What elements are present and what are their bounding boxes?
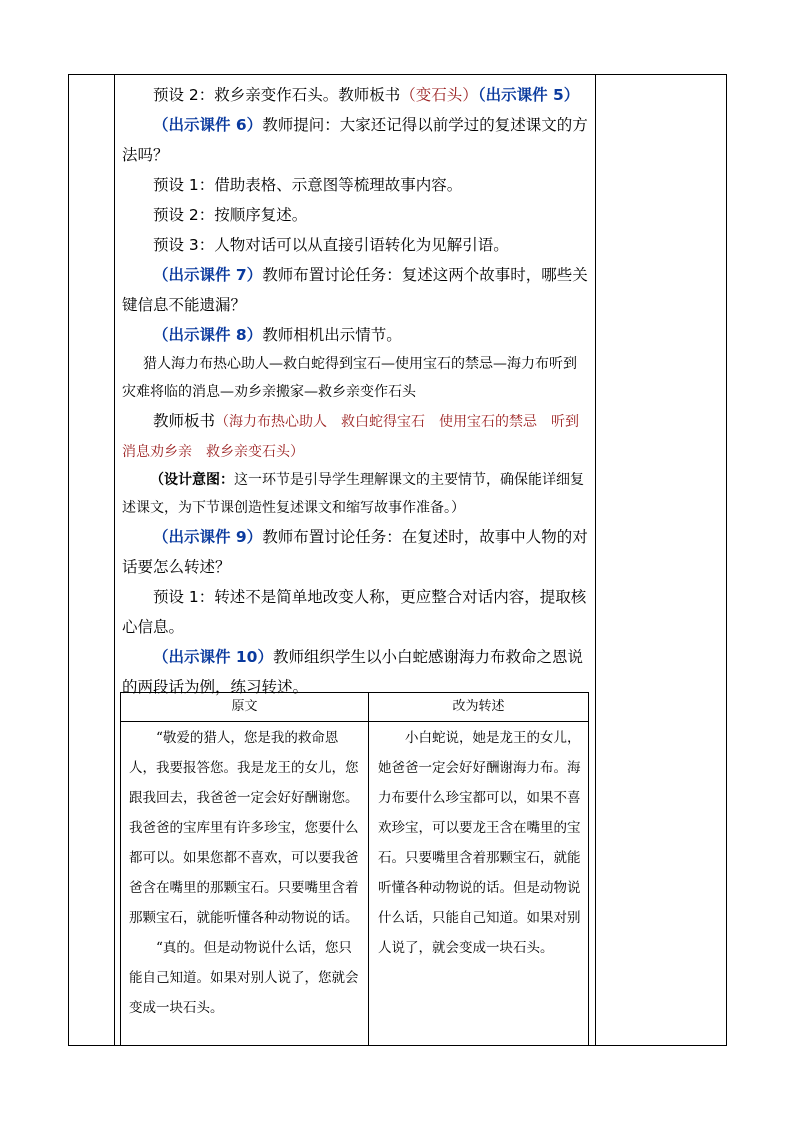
preset-2-line: 预设 2：按顺序复述。 [153, 206, 308, 224]
design-intent-paragraph [122, 466, 590, 522]
dialogue-task-paragraph [122, 522, 590, 582]
design-intent-label: （设计意图： [150, 472, 234, 488]
board-writing-paragraph [122, 406, 590, 466]
board-note: （变石头） [400, 86, 478, 104]
retell-cell [378, 723, 581, 963]
text: 教师布置讨论任务：在复述时，故事中人物的对话要怎么转述？ [122, 528, 588, 576]
text: 教师板书 [153, 412, 216, 430]
text: 教师布置讨论任务：复述这两个故事时，哪些关键信息不能遗漏？ [122, 266, 588, 314]
plot-show-paragraph [122, 320, 590, 350]
board-note: （海力布热心助人 救白蛇得宝石 使用宝石的禁忌 听到消息劝乡亲 救乡亲变石头） [122, 414, 580, 460]
text: 预设 2：救乡亲变作石头。教师板书 [153, 86, 401, 104]
preset-1-convert: 预设 1：转述不是简单地改变人称，更应整合对话内容，提取核心信息。 [122, 588, 587, 636]
courseware-label: （出示课件 5） [477, 86, 580, 104]
courseware-label: （出示课件 10） [153, 648, 273, 666]
discussion-task-paragraph [122, 260, 590, 320]
preset-2-paragraph [122, 80, 590, 110]
lesson-content [122, 80, 590, 702]
header-retell: 改为转述 [452, 699, 505, 714]
preset-3-line: 预设 3：人物对话可以从直接引语转化为见解引语。 [153, 236, 509, 254]
courseware-label: （出示课件 8） [153, 326, 263, 344]
text: 教师组织学生以小白蛇感谢海力布救命之恩说的两段话为例，练习转述。 [122, 648, 583, 696]
text: 这一环节是引导学生理解课文的主要情节，确保能详细复述课文，为下节课创造性复述课文和缩写故事作准备。） [122, 472, 584, 516]
original-paragraph-1: “敬爱的猎人，您是我的救命恩人，我要报答您。我是龙王的女儿，您跟我回去，我爸爸一定会好好酬谢您。我爸爸的宝库里有许多珍宝，您要什么都可以。如果您都不喜欢，可以要我爸爸含在嘴里的那颗宝石。只要嘴里含着那颗宝石，就能听懂各种动物说的话。 [129, 730, 359, 926]
courseware-label: （出示课件 6） [153, 116, 263, 134]
text: 教师提问：大家还记得以前学过的复述课文的方法吗？ [122, 116, 588, 164]
right-column-divider [595, 74, 596, 1046]
text: 教师相机出示情节。 [262, 326, 402, 344]
original-cell [129, 723, 360, 1023]
comparison-table [120, 692, 589, 1046]
original-paragraph-2: “真的。但是动物说什么话，您只能自己知道。如果对别人说了，您就会变成一块石头。 [129, 940, 359, 1016]
retell-paragraph: 小白蛇说，她是龙王的女儿，她爸爸一定会好好酬谢海力布。海力布要什么珍宝都可以，如果不喜欢珍宝，可以要龙王含在嘴里的宝石。只要嘴里含着那颗宝石，就能听懂各种动物说的话。但是动物说什么话，只能自己知道。如果对别人说了，就会变成一块石头。 [378, 730, 581, 956]
left-column-divider [114, 74, 115, 1046]
table-column-divider [368, 693, 369, 1045]
teacher-question-paragraph [122, 110, 590, 170]
header-original: 原文 [231, 699, 258, 714]
plot-sequence: 猎人海力布热心助人—救白蛇得到宝石—使用宝石的禁忌—海力布听到灾难将临的消息—劝乡亲搬家—救乡亲变作石头 [122, 356, 577, 400]
preset-1-line: 预设 1：借助表格、示意图等梳理故事内容。 [153, 176, 463, 194]
courseware-label: （出示课件 9） [153, 528, 263, 546]
courseware-label: （出示课件 7） [153, 266, 263, 284]
